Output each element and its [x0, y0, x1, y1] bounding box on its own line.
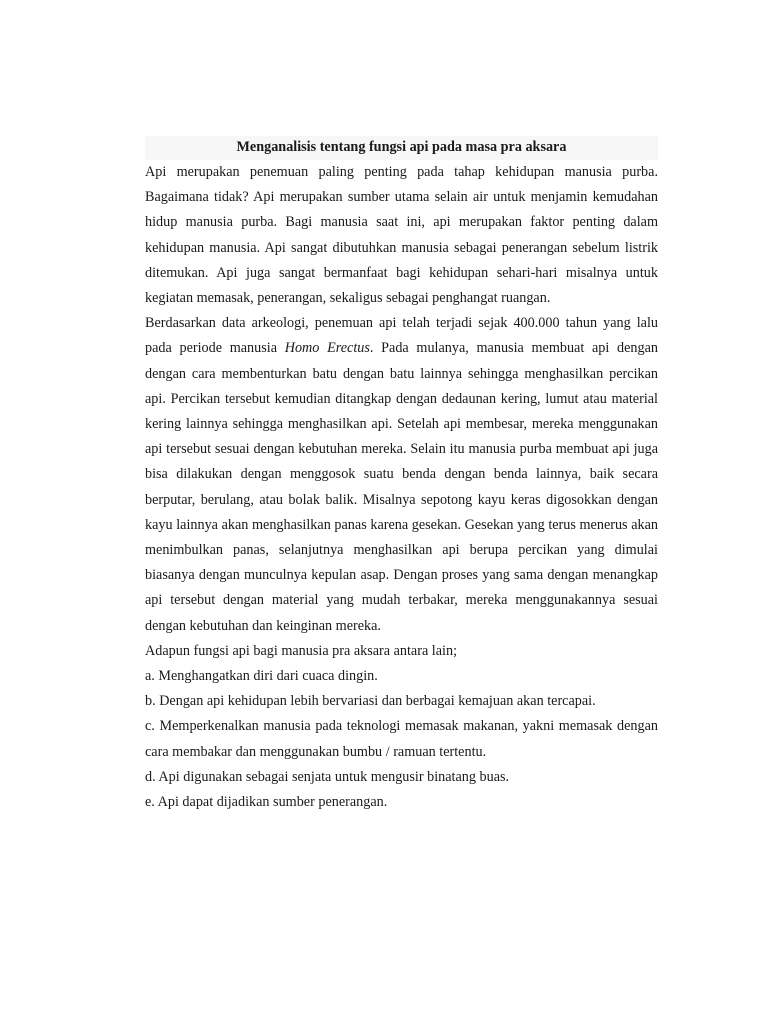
list-item: a. Menghangatkan diri dari cuaca dingin. [145, 668, 378, 685]
paragraph-archaeology-part2: . Pada mulanya, manusia membuat api dengan dengan cara membenturkan batu dengan batu lainnya sehingga menghasilkan percikan api. Percikan tersebut kemudian ditangkap dengan dedaunan kering, lumut atau material kering lainnya sehingga menghasilkan api. Setelah api membesar, mereka menggunakan api tersebut sesuai dengan kebutuhan mereka. Selain itu manusia purba membuat api juga bisa dilakukan dengan menggosok suatu benda dengan benda lainnya, baik secara berputar, berulang, atau bolak balik. Misalnya sepotong kayu keras digosokkan dengan kayu lainnya akan menghasilkan panas karena gesekan. Gesekan yang terus menerus akan menimbulkan panas, selanjutnya menghasilkan api berupa percikan yang dimulai biasanya dengan munculnya kepulan asap. Dengan proses yang sama dengan menangkap api tersebut dengan material yang mudah terbakar, mereka menggunakannya sesuai dengan kebutuhan dan keinginan mereka. [145, 340, 658, 634]
paragraph-intro: Api merupakan penemuan paling penting pada tahap kehidupan manusia purba. Bagaimana tidak? Api merupakan sumber utama selain air untuk menjamin kemudahan hidup manusia purba. Bagi manusia saat ini, api merupakan faktor penting dalam kehidupan manusia. Api sangat dibutuhkan manusia sebagai penerangan sebelum listrik ditemukan. Api juga sangat bermanfaat bagi kehidupan sehari-hari misalnya untuk kegiatan memasak, penerangan, sekaligus sebagai penghangat ruangan. [145, 164, 658, 307]
list-item: e. Api dapat dijadikan sumber penerangan. [145, 794, 388, 811]
list-item: b. Dengan api kehidupan lebih bervariasi dan berbagai kemajuan akan tercapai. [145, 693, 596, 710]
list-intro: Adapun fungsi api bagi manusia pra aksara antara lain; [145, 642, 458, 659]
list-item: d. Api digunakan sebagai senjata untuk mengusir binatang buas. [145, 768, 510, 785]
document-page [145, 136, 658, 815]
document-title: Menganalisis tentang fungsi api pada masa pra aksara [145, 136, 658, 160]
list-item: c. Memperkenalkan manusia pada teknologi memasak makanan, yakni memasak dengan cara membakar dan menggunakan bumbu / ramuan tertentu. [145, 718, 658, 760]
paragraph-archaeology [145, 311, 658, 639]
paragraph-archaeology-part1: Berdasarkan data arkeologi, penemuan api telah terjadi sejak 400.000 tahun yang lalu pada periode manusia [145, 315, 658, 357]
homo-erectus-term: Homo Erectus [284, 340, 370, 357]
